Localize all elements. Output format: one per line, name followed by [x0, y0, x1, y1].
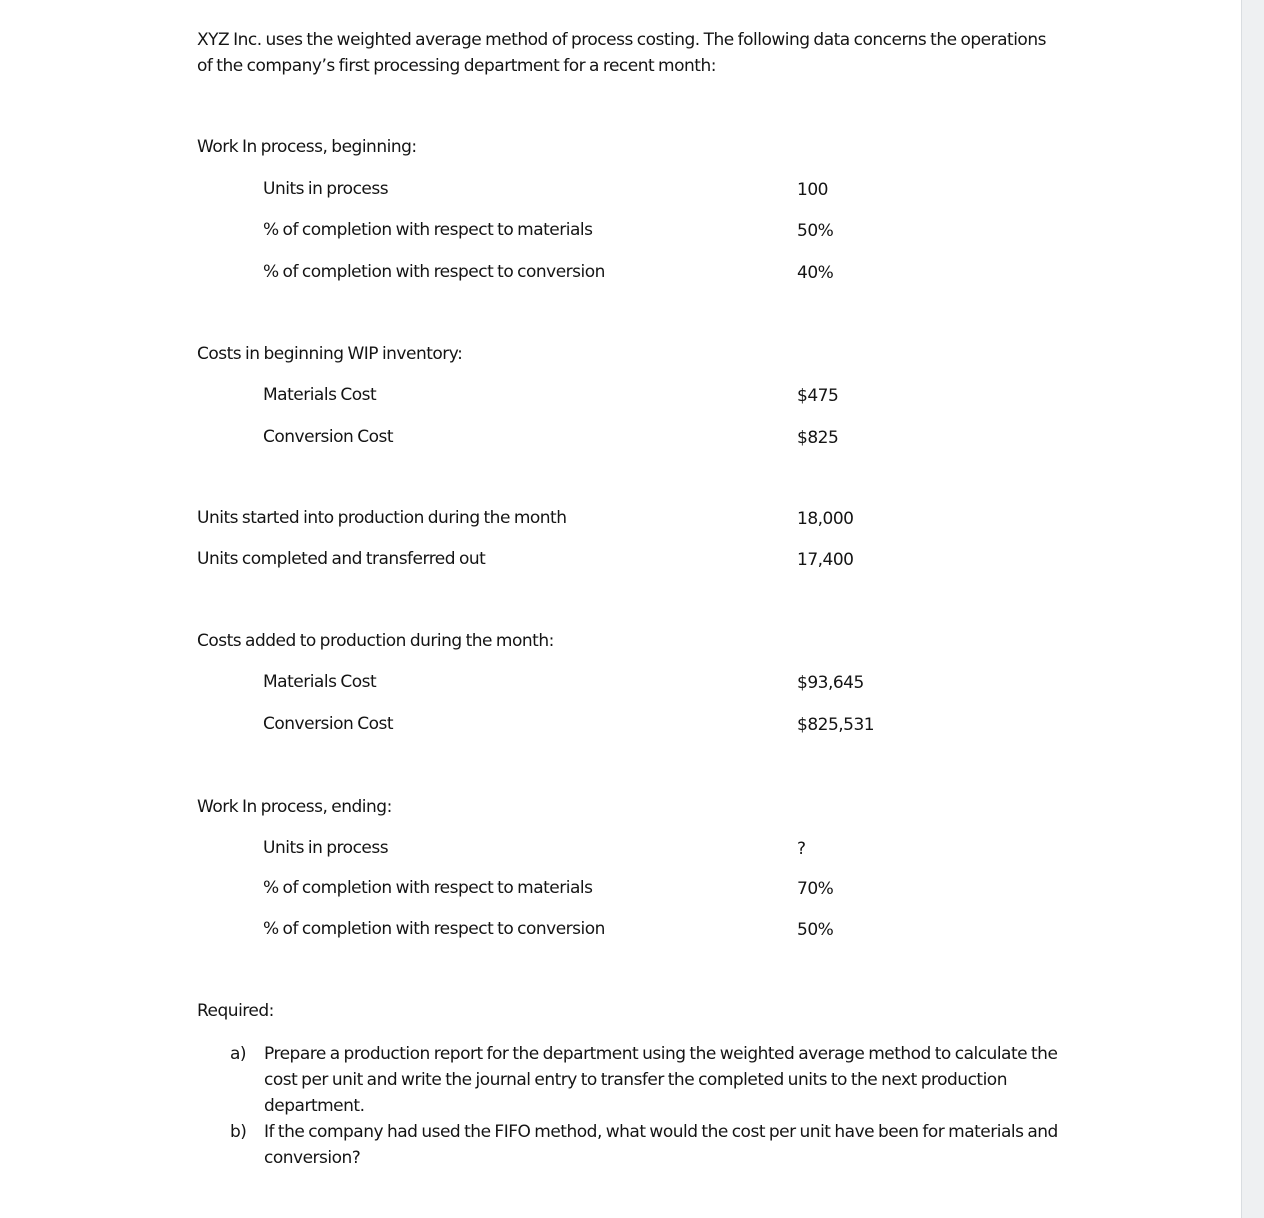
units-completed-value: 17,400	[797, 550, 854, 570]
added-conversion-cost-value: $825,531	[797, 715, 875, 735]
wip-ending-units-label: Units in process	[263, 838, 389, 858]
wip-ending-conversion-value: 50%	[797, 920, 834, 940]
wip-beginning-materials-label: % of completion with respect to materials	[263, 220, 593, 240]
added-materials-cost-value: $93,645	[797, 673, 864, 693]
wip-beginning-conversion-label: % of completion with respect to conversion	[263, 262, 605, 282]
units-started-label: Units started into production during the month	[197, 508, 567, 528]
required-item-b	[230, 1119, 1080, 1171]
beginning-materials-cost-label: Materials Cost	[263, 385, 377, 405]
required-item-marker: b)	[230, 1122, 247, 1142]
beginning-materials-cost-value: $475	[797, 386, 839, 406]
intro-paragraph: XYZ Inc. uses the weighted average method of process costing. The following data concerns the operations of the company’s first processing department for a recent month:	[197, 30, 1046, 76]
wip-ending-materials-value: 70%	[797, 879, 834, 899]
beginning-conversion-cost-label: Conversion Cost	[263, 427, 394, 447]
units-started-value: 18,000	[797, 509, 854, 529]
required-item-text: If the company had used the FIFO method, what would the cost per unit have been for materials and conversion?	[264, 1122, 1058, 1168]
added-materials-cost-label: Materials Cost	[263, 672, 377, 692]
wip-beginning-units-value: 100	[797, 180, 828, 200]
required-item-text: Prepare a production report for the department using the weighted average method to calculate the cost per unit and write the journal entry to transfer the completed units to the next production department.	[264, 1044, 1058, 1116]
added-conversion-cost-label: Conversion Cost	[263, 714, 394, 734]
wip-ending-conversion-label: % of completion with respect to conversion	[263, 919, 605, 939]
wip-beginning-materials-value: 50%	[797, 221, 834, 241]
required-item-marker: a)	[230, 1044, 247, 1064]
scrollbar-track[interactable]	[1241, 0, 1264, 1218]
wip-beginning-conversion-value: 40%	[797, 263, 834, 283]
units-completed-label: Units completed and transferred out	[197, 549, 486, 569]
beginning-costs-heading: Costs in beginning WIP inventory:	[197, 344, 463, 364]
wip-ending-materials-label: % of completion with respect to materials	[263, 878, 593, 898]
beginning-conversion-cost-value: $825	[797, 428, 839, 448]
wip-ending-units-value: ?	[797, 839, 806, 859]
wip-beginning-heading: Work In process, beginning:	[197, 137, 417, 157]
wip-beginning-units-label: Units in process	[263, 179, 389, 199]
added-costs-heading: Costs added to production during the month:	[197, 631, 554, 651]
required-heading: Required:	[197, 1001, 274, 1021]
required-item-a	[230, 1041, 1080, 1119]
required-list	[230, 1041, 1080, 1171]
wip-ending-heading: Work In process, ending:	[197, 797, 392, 817]
